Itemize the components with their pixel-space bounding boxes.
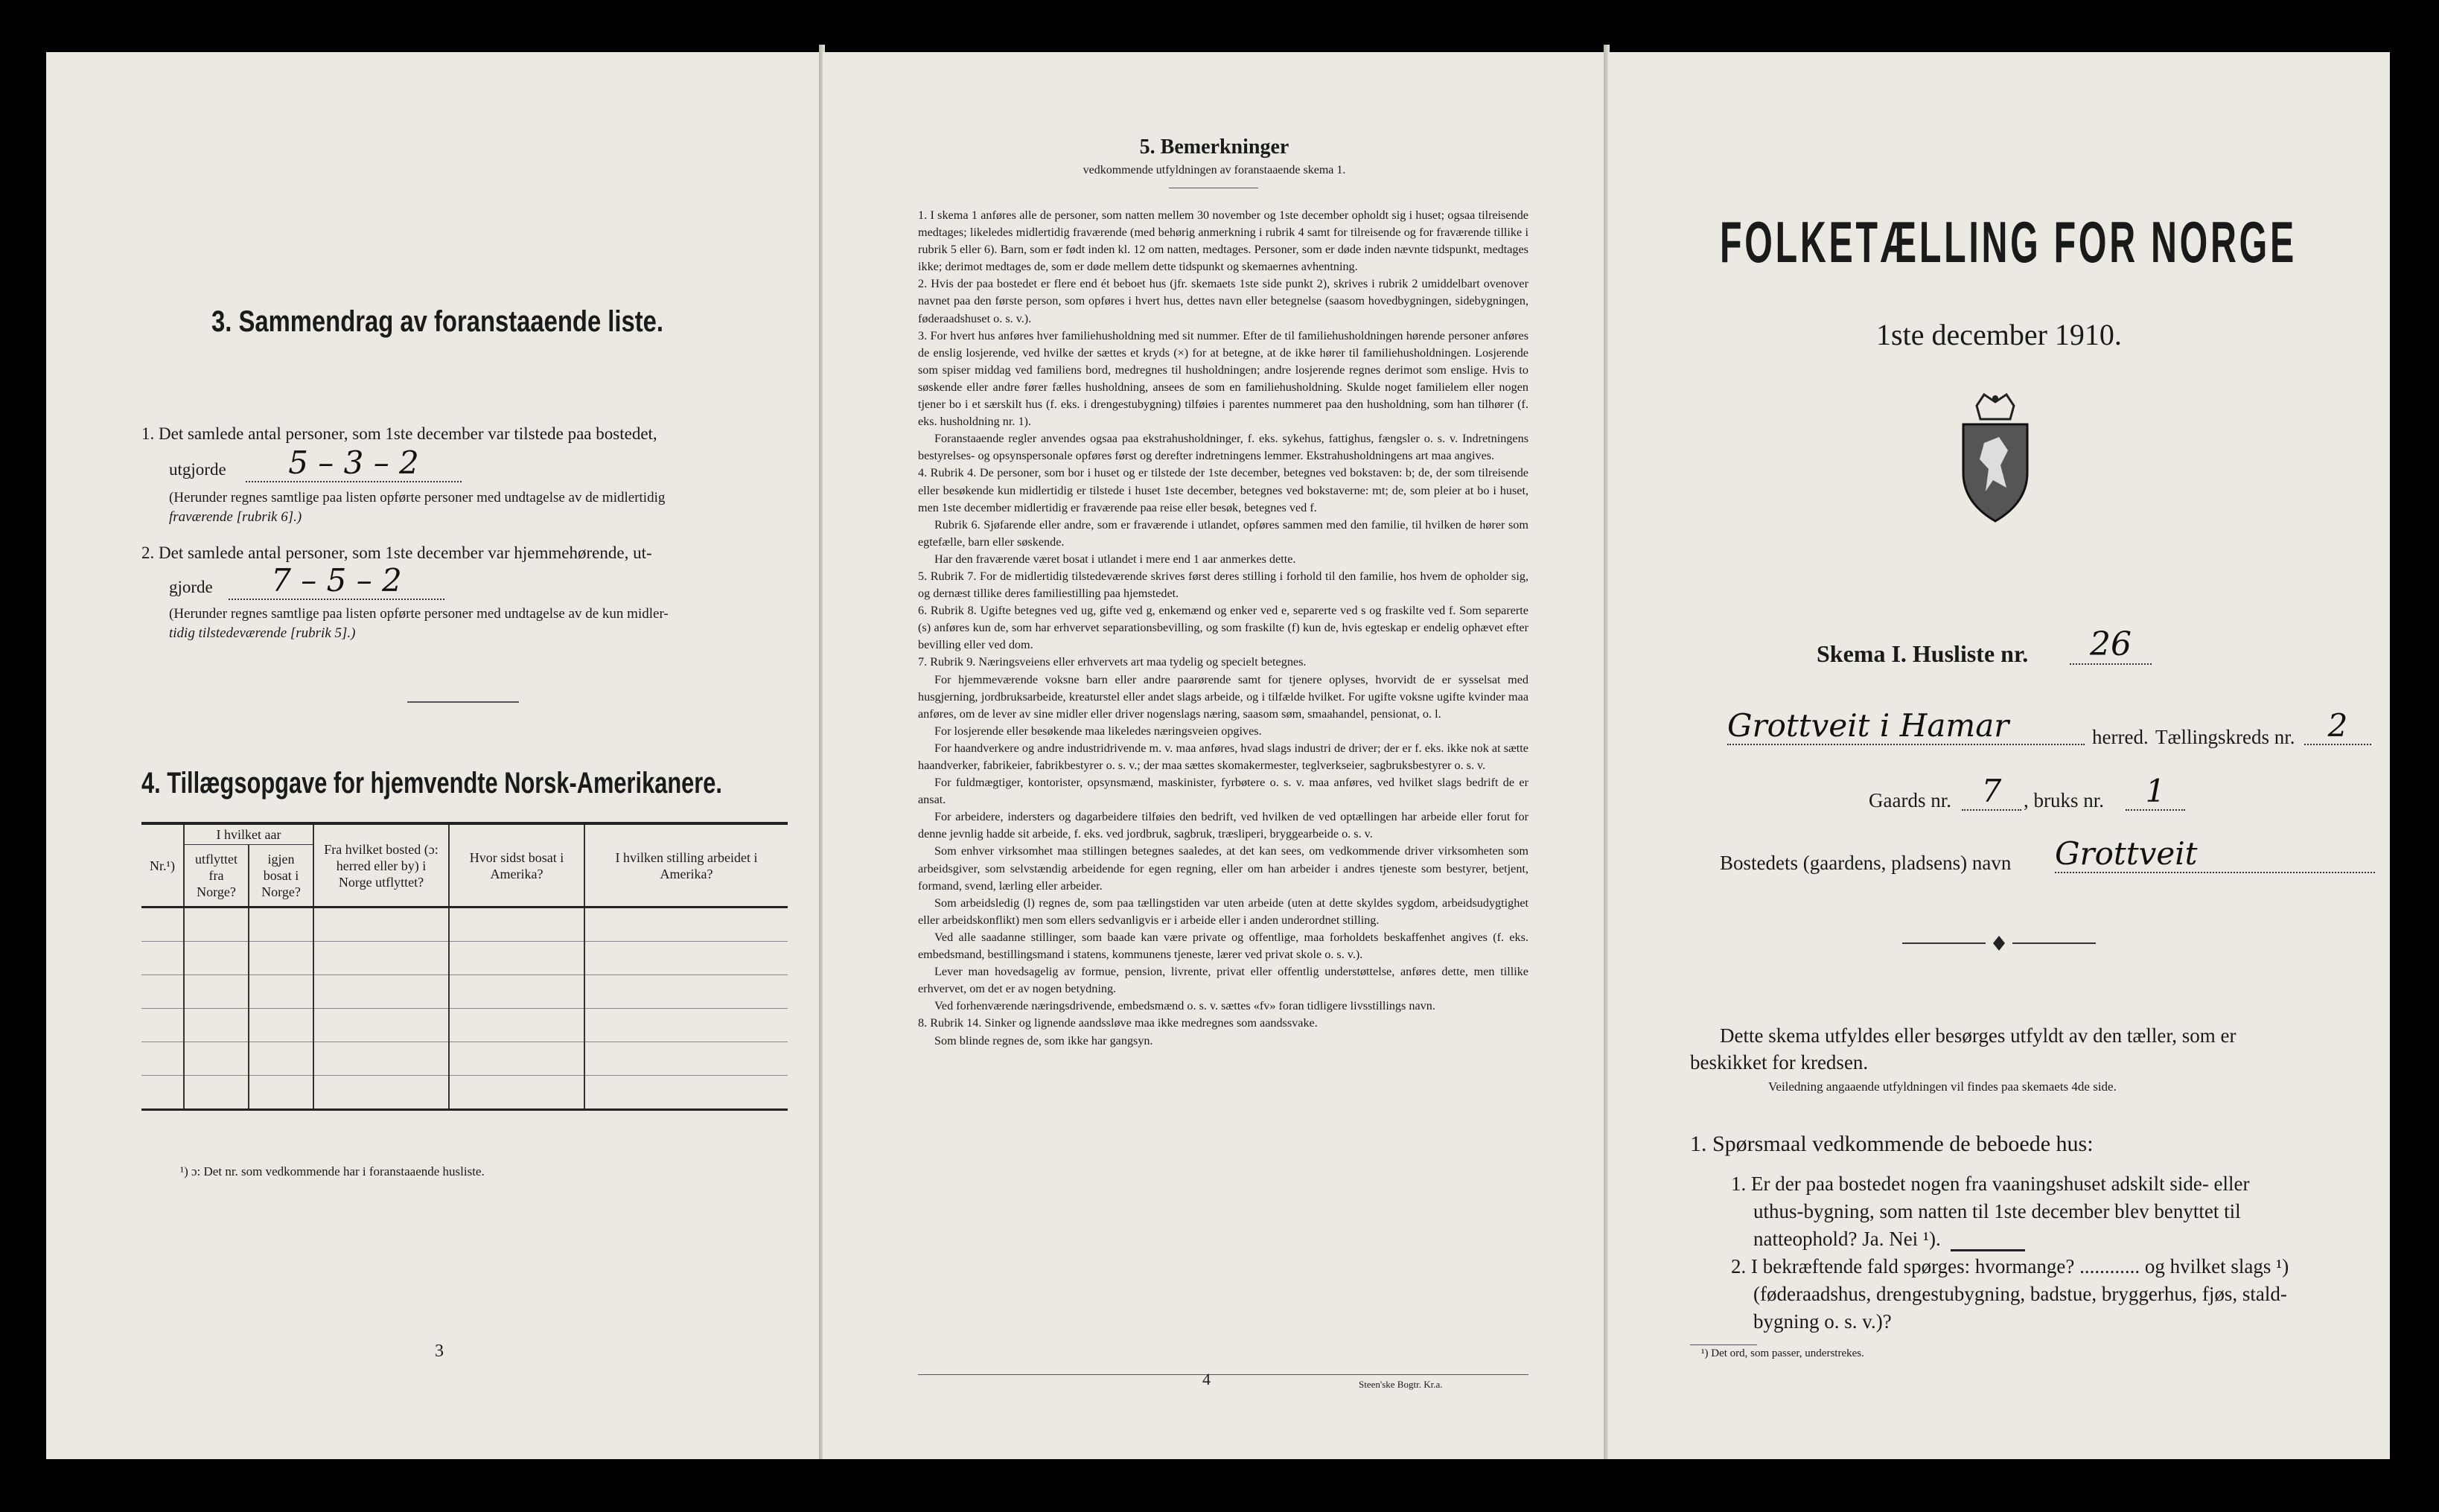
right-page xyxy=(1608,52,2390,1459)
bosted-label: Bostedets (gaardens, pladsens) navn xyxy=(1720,852,2012,874)
herred-label: herred. xyxy=(2092,726,2149,748)
col-stilling: I hvilken stilling arbeidet i Amerika? xyxy=(584,825,788,907)
table-row xyxy=(141,1009,788,1042)
remark-5: 5. Rubrik 7. For de midlertidig tilstedeværende skrives først deres stilling i forhold til den familie, hos hvem de opholder sig, og dernæst tillike deres familiestilling paa hjemstedet. xyxy=(918,569,1528,601)
page3-footnote: ¹) Det ord, som passer, understrekes. xyxy=(1701,1347,1864,1359)
veiledning-note: Veiledning angaaende utfyldningen vil findes paa skemaets 4de side. xyxy=(1768,1079,2117,1094)
col-fra-bosted: Fra hvilket bosted (ɔ: herred eller by) i Norge utflyttet? xyxy=(313,825,449,907)
bottom-rule xyxy=(918,1374,1528,1375)
remark-8b: Som blinde regnes de, som ikke har gangsyn. xyxy=(934,1033,1153,1047)
remark-3: 3. For hvert hus anføres hver familiehusholdning med sit nummer. Efter de til familiehusholdningen hørende personer anføres de enslig losjerende, ved hvilke der sættes et kryds (×) for at betegne, at de ikke hører til familiehusholdningen. Losjerende som spiser middag ved familiens bord, medregnes til husholdningen; andre losjerende regnes derimot som enslige. Hvis to søskende eller andre fører fælles husholdning, ansees de som en familiehusholdning. Skulde noget familielem eller nogen tjener bo i et særskilt hus (f. eks. i drengestubygning) tilføies i parentes nummeret paa den husholdning, som han tilhører (f. eks. husholdning nr. 1). xyxy=(918,328,1528,429)
middle-page xyxy=(823,52,1606,1459)
ornament-divider-icon xyxy=(1902,934,2096,952)
herred-value: Grottveit i Hamar xyxy=(1727,707,2085,745)
col-group-label: I hvilket aar xyxy=(185,825,313,845)
remark-7f: For arbeidere, indersters og dagarbeidere tilføies den bedrift, ved hvilken de ved optællingen har arbeide eller forut for denne jevnlig hadde sit arbeide, f. eks. ved jordbruk, sagbruk, træsliperi, bryggearbeide o. s. v. xyxy=(918,810,1528,841)
instruction-line2: beskikket for kredsen. xyxy=(1690,1051,1869,1074)
table-row xyxy=(141,1042,788,1076)
question1-line2: uthus-bygning, som natten til 1ste december blev benyttet til xyxy=(1753,1200,2241,1222)
remark-7c: For losjerende eller besøkende maa likeledes næringsveien opgives. xyxy=(934,724,1262,738)
remark-4b: Rubrik 6. Sjøfarende eller andre, som er fraværende i utlandet, opføres sammen med den familie, til hvilken de hører som egtefælle, barn eller søskende. xyxy=(918,517,1528,549)
remarks-subtitle: vedkommende utfyldningen av foranstaaende skema 1. xyxy=(1083,164,1346,176)
krets-label: Tællingskreds nr. xyxy=(2155,726,2295,748)
question1-line3: natteophold? Ja. Nei ¹). xyxy=(1753,1228,1941,1250)
remarks-body xyxy=(918,207,1528,1050)
remark-7d: For haandverkere og andre industridrivende m. v. maa anføres, hvad slags industri de driver; der er f. eks. ikke nok at sætte haandverker, fabrikeier, fabrikbestyrer o. s. v.; der maa sættes skomakermester, teglverkseier, sagbruksbestyrer o. s. v. xyxy=(918,741,1528,772)
nei-underline xyxy=(1951,1249,2025,1251)
item1-utgjorde: utgjorde xyxy=(169,460,226,479)
item1-note-line2: fraværende [rubrik 6].) xyxy=(169,509,302,525)
left-page xyxy=(46,52,820,1459)
remark-2: 2. Hvis der paa bostedet er flere end ét beboet hus (jfr. skemaets 1ste side punkt 2), skrives i rubrik 2 umiddelbart ovenover navnet paa den første person, som opføres i hvert hus, dettes navn eller betegnelse (saasom hovedbygningen, sidebygningen, føderaadshuset o. s. v.). xyxy=(918,277,1528,325)
remark-7k: Ved forhenværende næringsdrivende, embedsmænd o. s. v. sættes «fv» foran tidligere livsstillings navn. xyxy=(934,999,1435,1013)
bruks-value: 1 xyxy=(2126,773,2185,811)
item1-text: 1. Det samlede antal personer, som 1ste december var tilstede paa bostedet, xyxy=(141,424,657,443)
col-utflyttet: utflyttet fra Norge? xyxy=(185,845,249,906)
census-date: 1ste december 1910. xyxy=(1876,318,2122,351)
question2-line3: bygning o. s. v.)? xyxy=(1753,1310,1892,1333)
footnote-rule xyxy=(1690,1344,1757,1345)
remark-7: 7. Rubrik 9. Næringsveiens eller erhvervets art maa tydelig og specielt betegnes. xyxy=(918,655,1307,669)
instruction-line1: Dette skema utfyldes eller besørges utfyldt av den tæller, som er xyxy=(1720,1024,2236,1047)
remark-7j: Lever man hovedsagelig av formue, pension, livrente, privat eller offentlig understøttelse, anføres dette, men tillike erhvervet, om det er av nogen betydning. xyxy=(918,965,1528,996)
remark-6: 6. Rubrik 8. Ugifte betegnes ved ug, gifte ved g, enkemænd og enker ved e, separerte ved s og fraskilte ved f. Som separerte (s) anføres kun de, som har erhvervet separationsbevilling, og som fraskilte (f) kun de, hvis egteskap er endelig ophævet efter bevilling eller ved dom. xyxy=(918,604,1528,652)
question-heading: 1. Spørsmaal vedkommende de beboede hus: xyxy=(1690,1132,2094,1156)
col-igjen: igjen bosat i Norge? xyxy=(261,852,301,899)
col-group xyxy=(184,825,313,907)
table-footnote: ¹) ɔ: Det nr. som vedkommende har i foranstaaende husliste. xyxy=(180,1164,485,1178)
item2-note-line1: (Herunder regnes samtlige paa listen opførte personer med undtagelse av de kun midler- xyxy=(169,606,669,622)
remark-3b: Foranstaaende regler anvendes ogsaa paa ekstrahusholdninger, f. eks. sykehus, fattighus, fængsler o. s. v. Indretningens bestyrelses- og opsynspersonale opføres først og derefter indretningens lemmer. Ekstrahusholdningens art maa angives. xyxy=(918,432,1528,463)
question1-line1: 1. Er der paa bostedet nogen fra vaaningshuset adskilt side- eller xyxy=(1731,1173,2250,1195)
printer-mark: Steen'ske Bogtr. Kr.a. xyxy=(1359,1379,1443,1390)
remark-7i: Ved alle saadanne stillinger, som baade kan være private og offentlige, maa forholdets beskaffenhet angives (f. eks. embedsmand, bestillingsmand i statens, kommunens tjeneste, lærer ved privat skole o. s. v.). xyxy=(918,930,1528,962)
question2-line2: (føderaadshus, drengestubygning, badstue, bryggerhus, fjøs, stald- xyxy=(1753,1283,2287,1305)
table-row xyxy=(141,942,788,975)
item2-handwritten-value: 7 – 5 – 2 xyxy=(229,563,444,600)
item2-gjorde: gjorde xyxy=(169,578,213,596)
col-nr: Nr.¹) xyxy=(141,825,184,907)
remark-8: 8. Rubrik 14. Sinker og lignende aandssløve maa ikke medregnes som aandssvake. xyxy=(918,1016,1318,1030)
krets-value: 2 xyxy=(2304,707,2371,745)
remark-4c: Har den fraværende været bosat i utlandet i mere end 1 aar anmerkes dette. xyxy=(934,552,1296,566)
item2-note-line2: tidig tilstedeværende [rubrik 5].) xyxy=(169,625,356,641)
table-row xyxy=(141,907,788,942)
item2-text: 2. Det samlede antal personer, som 1ste december var hjemmehørende, ut- xyxy=(141,543,652,562)
norsk-amerikanere-table xyxy=(141,825,788,1111)
skema-label: Skema I. Husliste nr. xyxy=(1817,640,2029,667)
page-number-3: 3 xyxy=(435,1342,444,1361)
col-hvor-sidst: Hvor sidst bosat i Amerika? xyxy=(449,825,584,907)
section4-title: 4. Tillægsopgave for hjemvendte Norsk-Amerikanere. xyxy=(141,767,722,800)
page-number-4: 4 xyxy=(1202,1370,1211,1388)
remark-7b: For hjemmeværende voksne barn eller andre paarørende samt for tjenere oplyses, hvorvidt de er sysselsat med husgjerning, jordbruksarbeide, kreaturstel eller andet slags arbeide, og i tilfælde hvilket. For ugifte voksne ugifte kvinder maa anføres, om de lever av sine midler eller driver nogenslags næring, saasom søm, smaahandel, pensionat, o. l. xyxy=(918,672,1528,721)
norwegian-coat-of-arms-icon xyxy=(1954,391,2036,525)
remark-7h: Som arbeidsledig (l) regnes de, som paa tællingstiden var uten arbeide (uten at dette skyldes sygdom, arbeidsudygtighet eller arbeidskonflikt) men som ellers sedvanligvis er i arbeide eller i anden underordnet stilling. xyxy=(918,896,1528,927)
gaards-label: Gaards nr. xyxy=(1869,789,1951,811)
census-title: FOLKETÆLLING FOR NORGE xyxy=(1720,209,2297,275)
divider xyxy=(407,701,519,703)
remarks-title: 5. Bemerkninger xyxy=(1139,135,1289,159)
bosted-value: Grottveit xyxy=(2055,835,2375,873)
item1-note-line1: (Herunder regnes samtlige paa listen opførte personer med undtagelse av de midlertidig xyxy=(169,490,666,505)
section3-title: 3. Sammendrag av foranstaaende liste. xyxy=(211,305,664,338)
gaards-value: 7 xyxy=(1962,773,2021,811)
table-row xyxy=(141,975,788,1009)
table-row xyxy=(141,1076,788,1110)
remark-7g: Som enhver virksomhet maa stillingen betegnes saaledes, at det kan sees, om vedkommende driver virksomheten som arbeidsgiver, som selvstændig arbeidende for egen regning, eller om han arbeider i andres tjeneste som bestyrer, betjent, formand, svend, lærling eller arbeider. xyxy=(918,844,1528,893)
remark-7e: For fuldmægtiger, kontorister, opsynsmænd, maskinister, fyrbøtere o. s. v. maa anføres, ved hvilket slags bedrift de er ansat. xyxy=(918,776,1528,807)
item1-handwritten-value: 5 – 3 – 2 xyxy=(246,445,462,482)
remark-1: 1. I skema 1 anføres alle de personer, som natten mellem 30 november og 1ste december opholdt sig i huset; ogsaa tilreisende medtages; likeledes midlertidig fraværende (med behørig anmerkning i rubrik 4 samt for tilreisende og for fraværende tillike i rubrik 5 eller 6). Barn, som er født inden kl. 12 om natten, medtages. Personer, som er døde inden nævnte tidspunkt, medtages ikke; derimot medtages de, som er døde mellem dette tidspunkt og skemaernes avhentning. xyxy=(918,208,1528,274)
remark-4: 4. Rubrik 4. De personer, som bor i huset og er tilstede der 1ste december, betegnes ved bokstaven: b; de, der som tilreisende eller besøkende kun midlertidig er tilstede i huset 1ste december, betegnes ved bokstaverne: mt; de, som pleier at bo i huset, men 1ste december midlertidig er fraværende paa reise eller besøk, betegnes ved f. xyxy=(918,466,1528,514)
husliste-number: 26 xyxy=(2070,625,2152,665)
bruks-label: , bruks nr. xyxy=(2024,789,2104,811)
question2-line1: 2. I bekræftende fald spørges: hvormange? ............ og hvilket slags ¹) xyxy=(1731,1255,2289,1277)
